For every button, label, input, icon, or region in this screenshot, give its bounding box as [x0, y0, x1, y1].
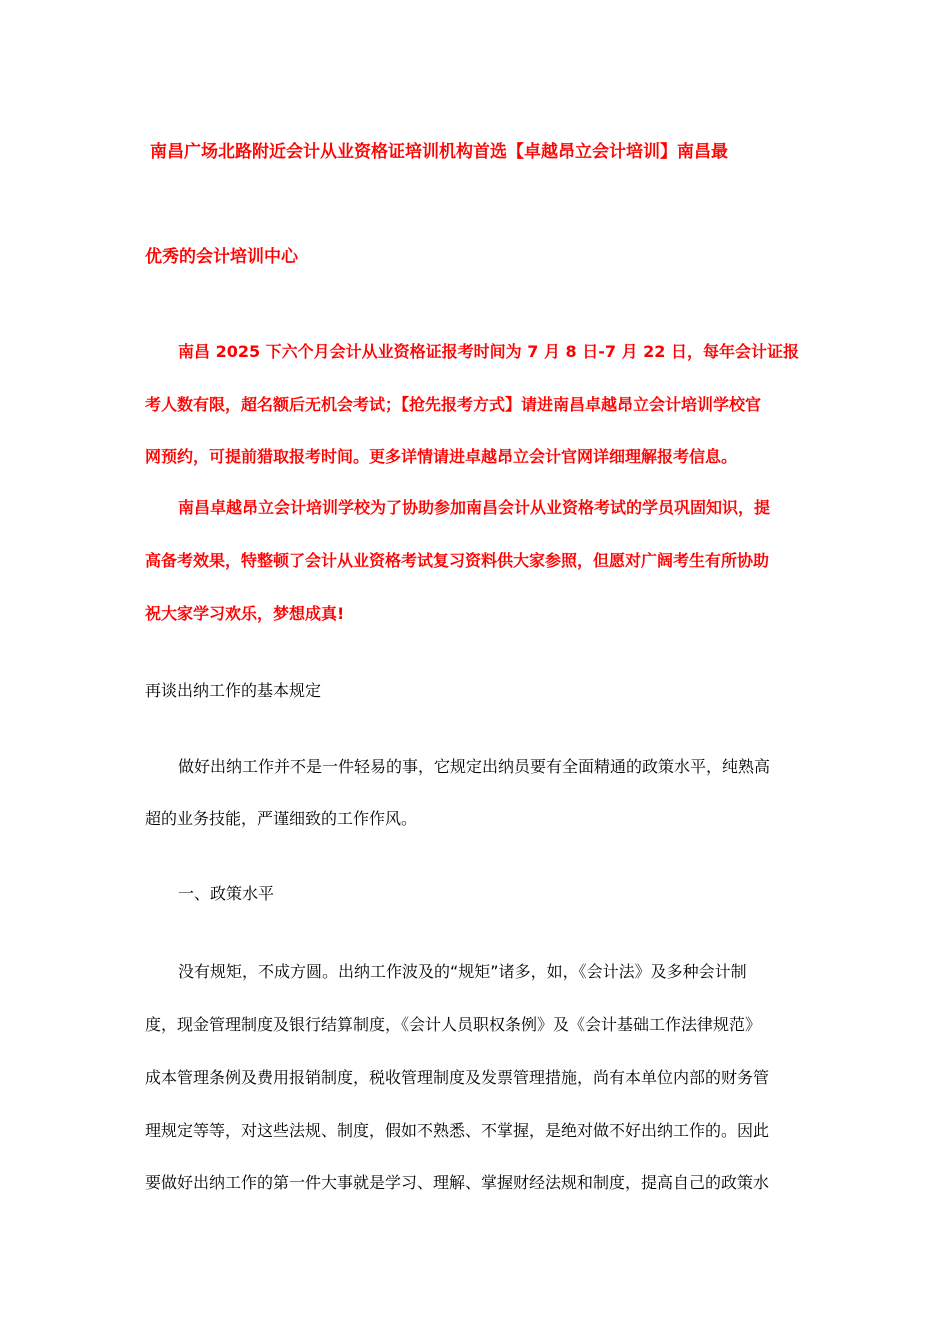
para2-line-2: 度，现金管理制度及银行结算制度，《会计人员职权条例》及《会计基础工作法律规范》 — [145, 1015, 762, 1034]
para1-line-1: 做好出纳工作并不是一件轻易的事，它规定出纳员要有全面精通的政策水平，纯熟高 — [178, 757, 771, 776]
para2-line-3: 成本管理条例及费用报销制度，税收管理制度及发票管理措施，尚有本单位内部的财务管 — [145, 1068, 770, 1087]
title-line-2: 优秀的会计培训中心 — [145, 247, 298, 267]
para1-line-2: 超的业务技能，严谨细致的工作作风。 — [145, 809, 418, 828]
section1-heading: 一、政策水平 — [178, 884, 275, 903]
intro-line-2: 高备考效果，特整顿了会计从业资格考试复习资料供大家参照，但愿对广阔考生有所协助 — [145, 551, 770, 570]
intro-line-1: 南昌卓越昂立会计培训学校为了协助参加南昌会计从业资格考试的学员巩固知识，提 — [178, 498, 771, 517]
notice-line-3: 网预约，可提前猎取报考时间。更多详情请进卓越昂立会计官网详细理解报考信息。 — [145, 447, 738, 466]
para2-line-1: 没有规矩，不成方圆。出纳工作波及的“规矩”诸多，如，《会计法》及多种会计制 — [178, 962, 747, 981]
notice-line-2: 考人数有限，超名额后无机会考试；【抢先报考方式】请进南昌卓越昂立会计培训学校官 — [145, 395, 762, 414]
para2-line-4: 理规定等等，对这些法规、制度，假如不熟悉、不掌握，是绝对做不好出纳工作的。因此 — [145, 1121, 770, 1140]
intro-line-3: 祝大家学习欢乐，梦想成真! — [145, 604, 345, 623]
title-line-1: 南昌广场北路附近会计从业资格证培训机构首选【卓越昂立会计培训】南昌最 — [150, 142, 728, 162]
notice-line-1: 南昌 2025 下六个月会计从业资格证报考时间为 7 月 8 日-7 月 22 日，每年会计证报 — [178, 342, 799, 361]
article-heading: 再谈出纳工作的基本规定 — [145, 681, 322, 700]
para2-line-5: 要做好出纳工作的第一件大事就是学习、理解、掌握财经法规和制度，提高自己的政策水 — [145, 1173, 770, 1192]
